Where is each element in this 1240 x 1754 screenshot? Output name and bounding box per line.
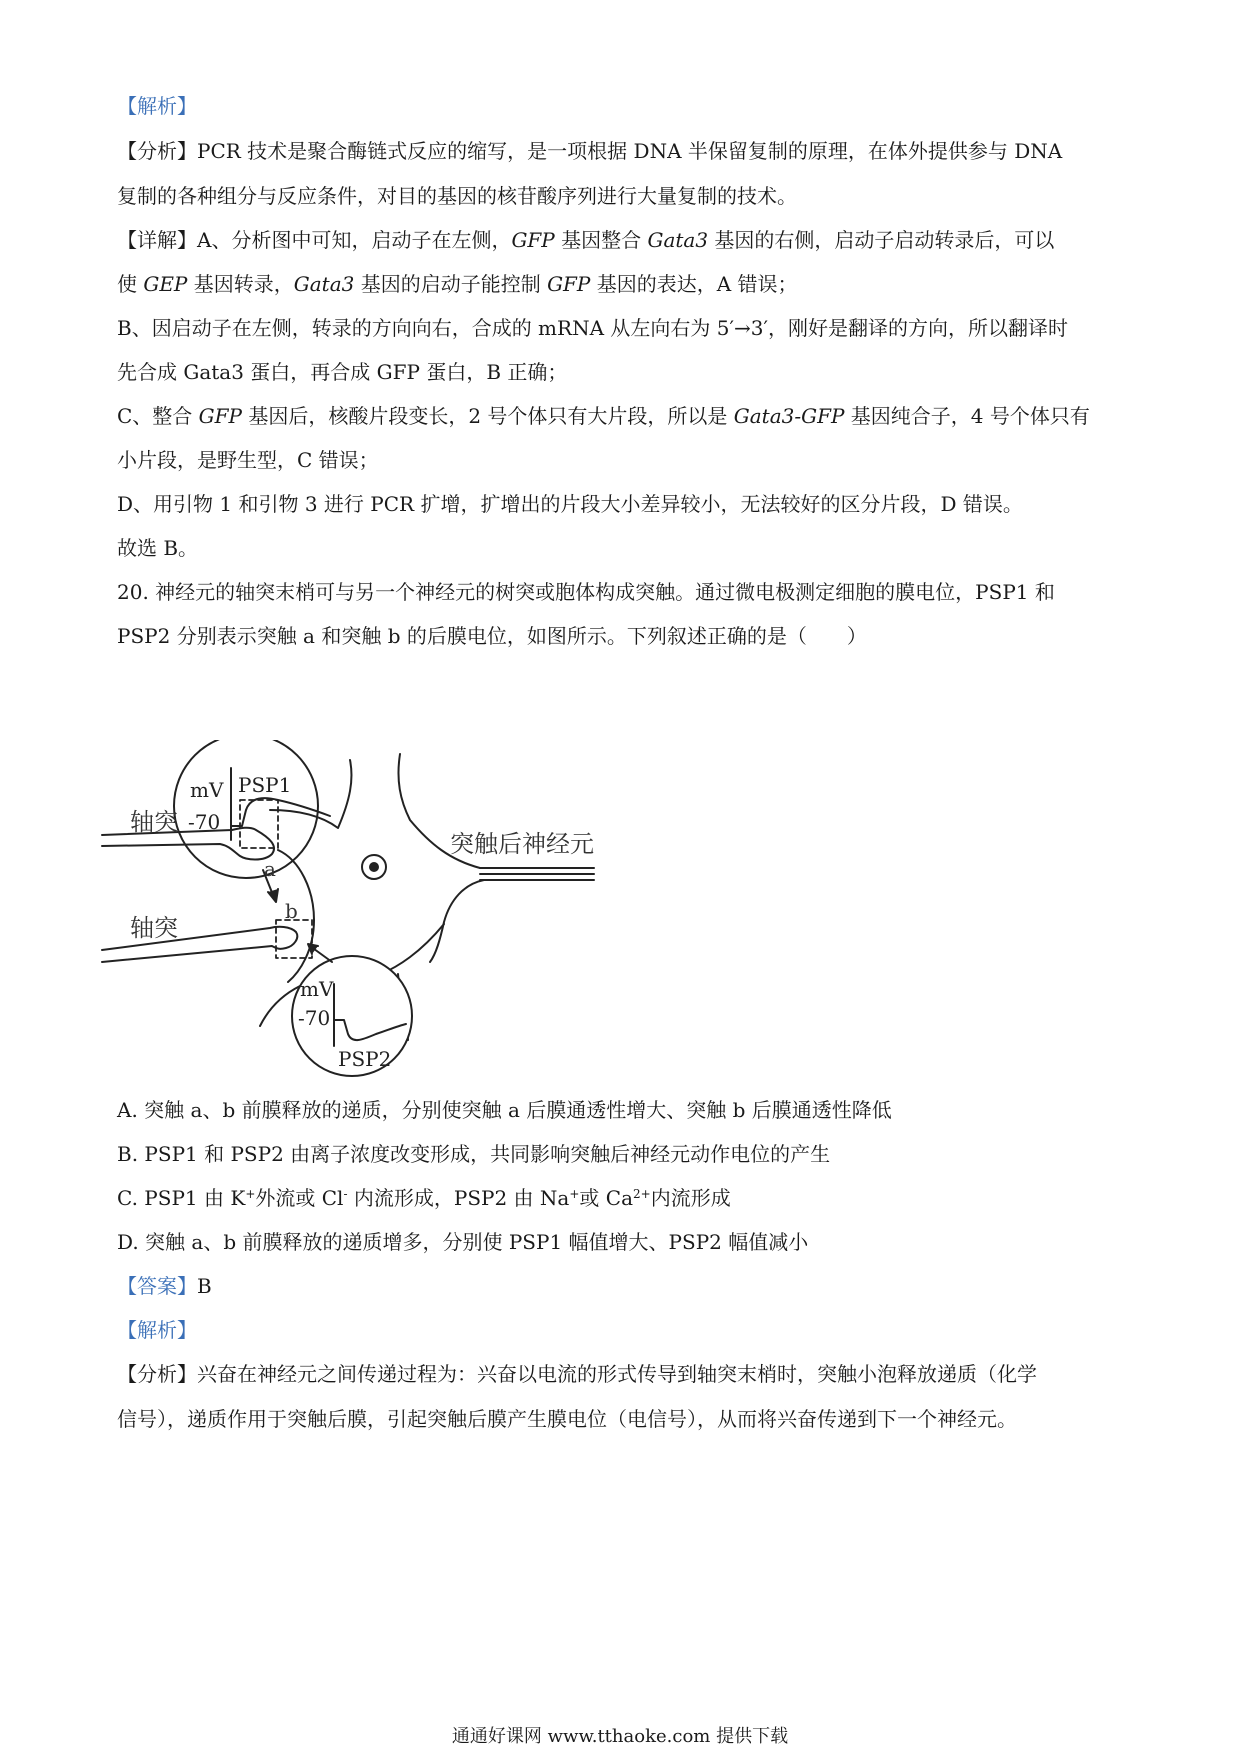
nucleolus bbox=[370, 863, 378, 871]
text-run: 基因的表达，A 错误； bbox=[590, 272, 798, 296]
psp1-mv-label: mV bbox=[190, 778, 224, 802]
text-run: 外流或 Cl bbox=[255, 1186, 344, 1210]
option-b: B. PSP1 和 PSP2 由离子浓度改变形成，共同影响突触后神经元动作电位的产生 bbox=[117, 1142, 831, 1166]
analysis-text: PCR 技术是聚合酶链式反应的缩写，是一项根据 DNA 半保留复制的原理，在体外提供参与 DNA bbox=[197, 139, 1063, 163]
charge-superscript: - bbox=[343, 1187, 348, 1201]
detail-tag: 【详解】 bbox=[117, 228, 197, 252]
charge-superscript: 2+ bbox=[633, 1187, 651, 1201]
synapse-b-box bbox=[276, 920, 312, 958]
axon-top-label: 轴突 bbox=[130, 808, 178, 836]
answer-tag: 【答案】 bbox=[117, 1274, 197, 1298]
post-neuron-label: 突触后神经元 bbox=[450, 830, 594, 858]
text-run: C、整合 bbox=[117, 404, 199, 428]
synapse-a-label: a bbox=[264, 857, 276, 881]
detail-line-b1: B、因启动子在左侧，转录的方向向右，合成的 mRNA 从左向右为 5′→3′，刚好是翻译的方向，所以翻译时 bbox=[117, 316, 1069, 340]
detail-line-a2 bbox=[117, 270, 798, 298]
text-run: 或 Ca bbox=[579, 1186, 633, 1210]
text-run: 基因的启动子能控制 bbox=[354, 272, 548, 296]
analysis-tag: 【分析】 bbox=[117, 1362, 197, 1386]
detail-line-c2: 小片段，是野生型，C 错误； bbox=[117, 448, 379, 472]
answer-value: B bbox=[197, 1274, 212, 1298]
gene-name: GFP bbox=[511, 228, 555, 252]
analysis-paragraph-line bbox=[117, 137, 1062, 165]
gene-name: GEP bbox=[143, 272, 188, 296]
answer-line bbox=[117, 1272, 212, 1300]
text-run: A、分析图中可知，启动子在左侧， bbox=[197, 228, 512, 252]
analysis-heading: 【解析】 bbox=[117, 1318, 197, 1342]
conclusion-line: 故选 B。 bbox=[117, 536, 199, 560]
text-run: 基因纯合子，4 号个体只有 bbox=[844, 404, 1090, 428]
axon-bottom-label: 轴突 bbox=[130, 914, 178, 942]
option-c bbox=[117, 1184, 731, 1212]
text-run: 基因后，核酸片段变长，2 号个体只有大片段，所以是 bbox=[241, 404, 734, 428]
analysis-paragraph-line bbox=[117, 1360, 1037, 1388]
question-stem-line: PSP2 分别表示突触 a 和突触 b 的后膜电位，如图所示。下列叙述正确的是（ ） bbox=[117, 624, 867, 648]
text-run: 基因转录， bbox=[187, 272, 294, 296]
psp2-mv-label: mV bbox=[300, 977, 334, 1001]
text-run: 内流形成 bbox=[650, 1186, 731, 1210]
gene-name: Gata3-GFP bbox=[733, 404, 845, 428]
analysis-paragraph-line: 信号），递质作用于突触后膜，引起突触后膜产生膜电位（电信号），从而将兴奋传递到下一个神经元。 bbox=[117, 1407, 1017, 1431]
synapse-b-label: b bbox=[285, 899, 298, 923]
option-a: A. 突触 a、b 前膜释放的递质，分别使突触 a 后膜通透性增大、突触 b 后膜通透性降低 bbox=[117, 1098, 892, 1122]
text-run: 内流形成，PSP2 由 Na bbox=[347, 1186, 570, 1210]
text-run: 基因整合 bbox=[554, 228, 648, 252]
psp1-label: PSP1 bbox=[238, 773, 292, 797]
text-run: C. PSP1 由 K bbox=[117, 1186, 246, 1210]
detail-line-b2: 先合成 Gata3 蛋白，再合成 GFP 蛋白，B 正确； bbox=[117, 360, 568, 384]
detail-line-c1 bbox=[117, 402, 1090, 430]
text-run: 使 bbox=[117, 272, 144, 296]
gene-name: Gata3 bbox=[647, 228, 709, 252]
psp1-resting-label: -70 bbox=[188, 810, 221, 834]
analysis-heading: 【解析】 bbox=[117, 94, 197, 118]
psp2-arrowhead bbox=[308, 944, 318, 954]
analysis-tag: 【分析】 bbox=[117, 139, 197, 163]
detail-line-d1: D、用引物 1 和引物 3 进行 PCR 扩增，扩增出的片段大小差异较小，无法较好的区分片段，D 错误。 bbox=[117, 492, 1023, 516]
option-d: D. 突触 a、b 前膜释放的递质增多，分别使 PSP1 幅值增大、PSP2 幅值减小 bbox=[117, 1230, 809, 1254]
footer-watermark: 通通好课网 www.tthaoke.com 提供下载 bbox=[451, 1726, 789, 1747]
charge-superscript: + bbox=[569, 1187, 580, 1201]
psp1-arrowhead bbox=[268, 889, 278, 902]
psp2-label: PSP2 bbox=[338, 1047, 392, 1071]
neuron-membrane bbox=[430, 880, 574, 962]
question-stem-line: 20. 神经元的轴突末梢可与另一个神经元的树突或胞体构成突触。通过微电极测定细胞的膜电位，PSP1 和 bbox=[117, 580, 1055, 604]
charge-superscript: + bbox=[245, 1187, 256, 1201]
detail-line-a1 bbox=[117, 226, 1054, 254]
gene-name: GFP bbox=[547, 272, 591, 296]
text-run: 基因的右侧，启动子启动转录后，可以 bbox=[708, 228, 1055, 252]
psp2-resting-label: -70 bbox=[298, 1006, 331, 1030]
analysis-text: 兴奋在神经元之间传递过程为：兴奋以电流的形式传导到轴突末梢时，突触小泡释放递质（化学 bbox=[197, 1362, 1037, 1386]
gene-name: GFP bbox=[198, 404, 242, 428]
gene-name: Gata3 bbox=[293, 272, 355, 296]
analysis-paragraph-line: 复制的各种组分与反应条件，对目的基因的核苷酸序列进行大量复制的技术。 bbox=[117, 184, 797, 208]
